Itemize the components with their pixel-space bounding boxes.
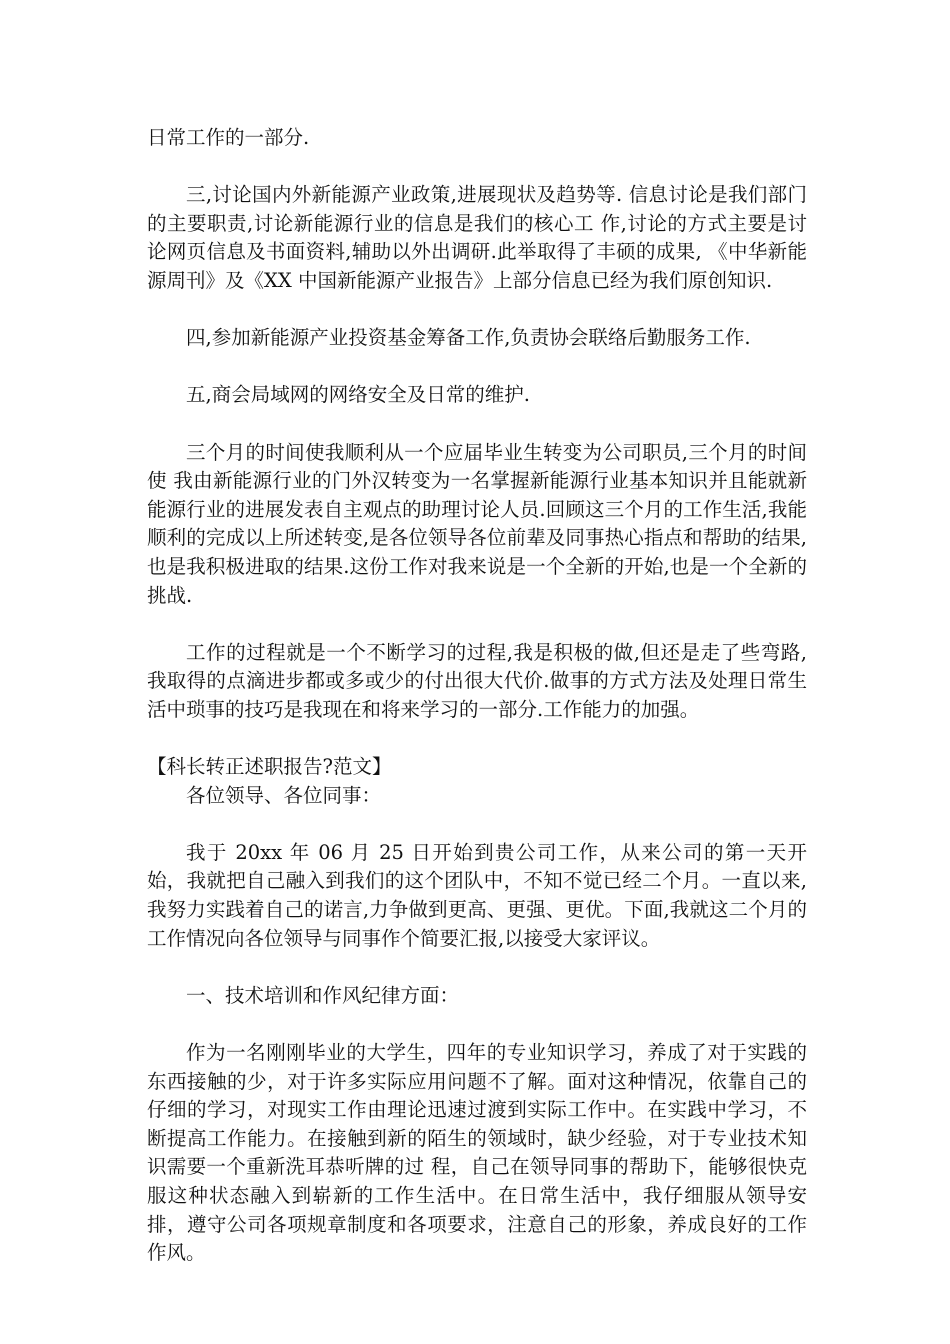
document-body [147,124,814,1268]
paragraph-three-months: 三个月的时间使我顺利从一个应届毕业生转变为公司职员,三个月的时间使 我由新能源行业的门外汉转变为一名掌握新能源行业基本知识并且能就新能源行业的进展发表自主观点的助理讨论人员.回顾这三个月的工作生活,我能顺利的完成以上所述转变,是各位领导各位前辈及同事热心指点和帮助的结果, 也是我积极进取的结果.这份工作对我来说是一个全新的开始,也是一个全新的挑战. [147,440,814,607]
paragraph-introduction: 我于 20xx 年 06 月 25 日开始到贵公司工作，从来公司的第一天开始，我就把自己融入到我们的这个团队中，不知不觉已经二个月。一直以来,我努力实践着自己的诺言,力争做到更高、更强、更优。下面,我就这二个月的工作情况向各位领导与同事作个简要汇报,以接受大家评议。 [147,840,807,950]
paragraph-continuation: 日常工作的一部分. [147,126,310,149]
subheading-training: 一、技术培训和作风纪律方面： [186,983,460,1007]
section-heading: 【科长转正述职报告?范文】 [147,755,392,779]
paragraph-training: 作为一名刚刚毕业的大学生，四年的专业知识学习，养成了对于实践的东西接触的少，对于许多实际应用问题不了解。面对这种情况，依靠自己的仔细的学习，对现实工作由理论迅速过渡到实际工作中。在实践中学习，不断提高工作能力。在接触到新的陌生的领域时，缺少经验，对于专业技术知识需要一个重新洗耳恭听牌的过 程，自己在领导同事的帮助下，能够很快克服这种状态融入到崭新的工作生活中。在日常生活中，我仔细服从领导安排，遵守公司各项规章制度和各项要求，注意自己的形象，养成良好的工作作风。 [147,1041,807,1265]
paragraph-item-four: 四,参加新能源产业投资基金筹备工作,负责协会联络后勤服务工作. [186,326,751,350]
paragraph-item-three: 三,讨论国内外新能源产业政策,进展现状及趋势等. 信息讨论是我们部门的主要职责,讨论新能源行业的信息是我们的核心工 作,讨论的方式主要是讨论网页信息及书面资料,辅助以外出调研.此举取得了丰硕的成果, 《中华新能源周刊》及《XX 中国新能源产业报告》上部分信息已经为我们原创知识. [147,183,807,292]
paragraph-work-process: 工作的过程就是一个不断学习的过程,我是积极的做,但还是走了些弯路, 我取得的点滴进步都或多或少的付出很大代价.做事的方式方法及处理日常生活中琐事的技巧是我现在和将来学习的一部分.工作能力的加强。 [147,640,814,721]
paragraph-item-five: 五,商会局域网的网络安全及日常的维护. [186,383,530,407]
salutation: 各位领导、各位同事： [186,783,382,807]
